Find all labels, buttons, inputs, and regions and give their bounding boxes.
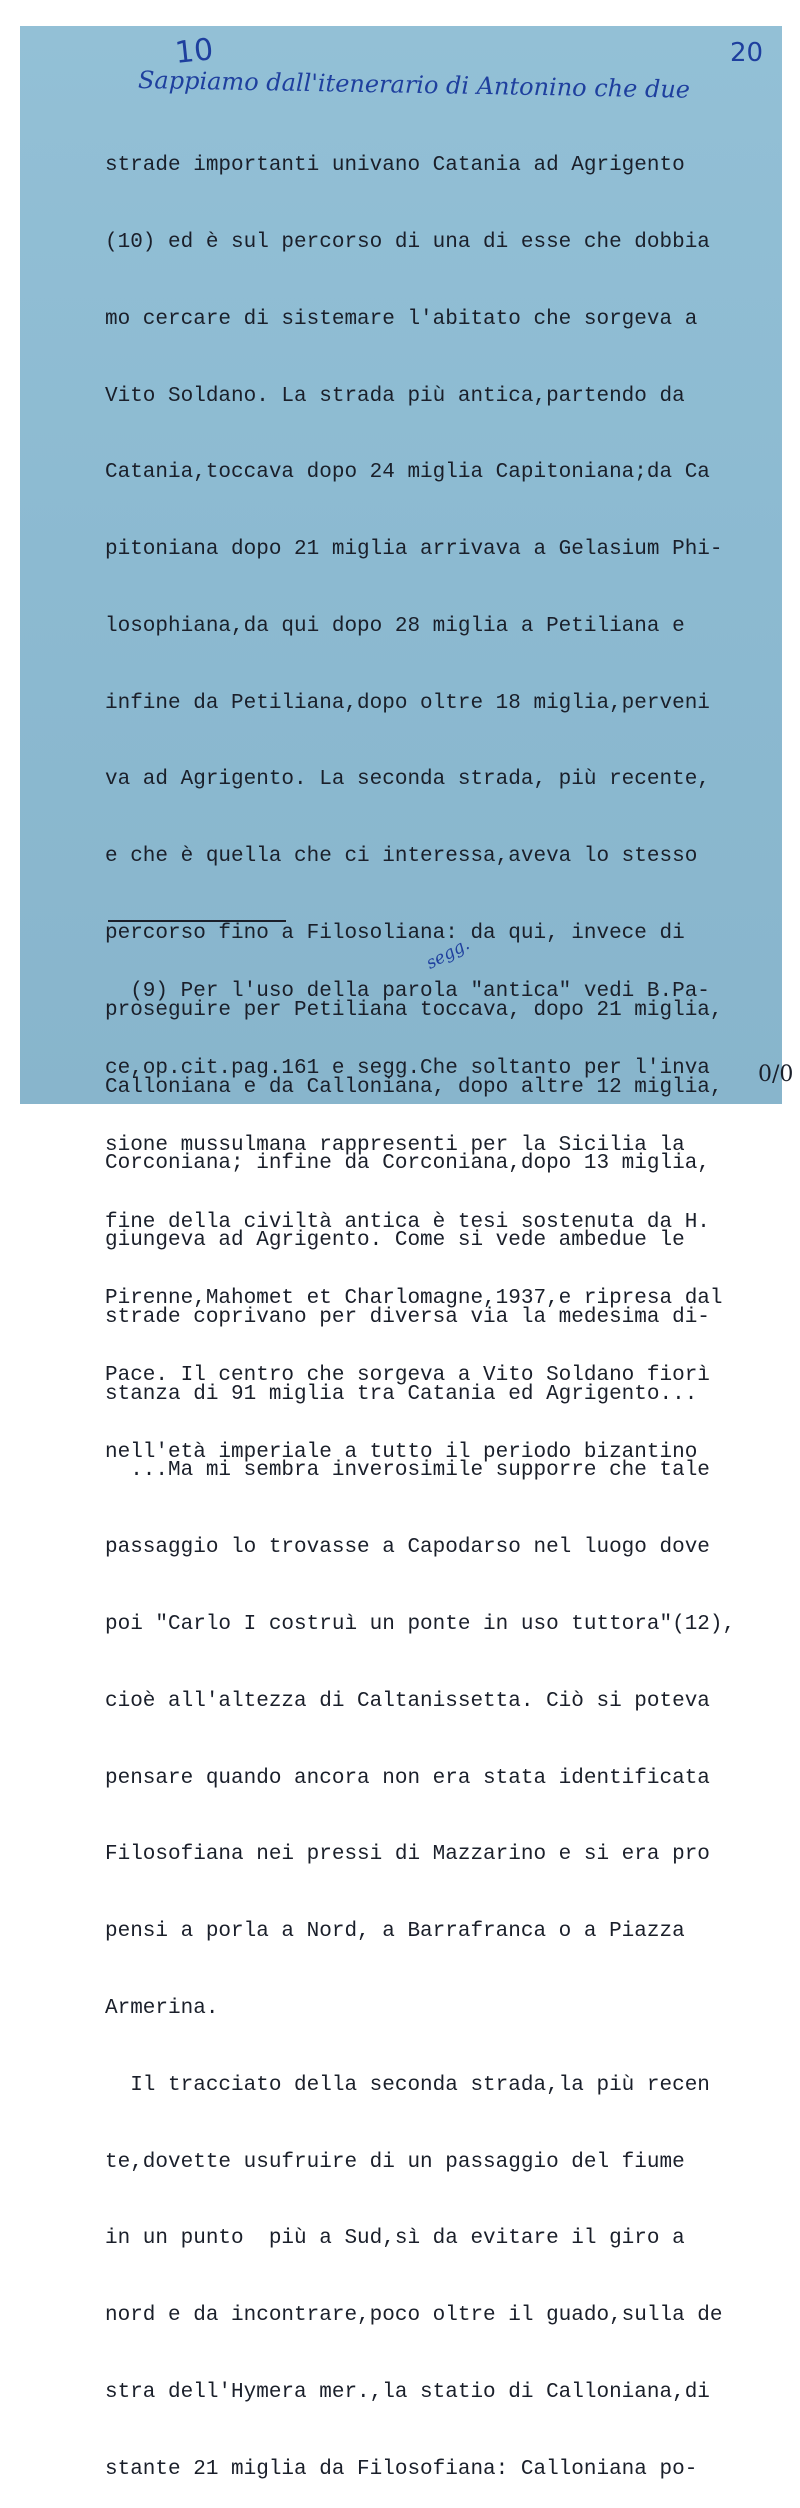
- body-line: Il tracciato della seconda strada,la più recen: [105, 2073, 710, 2097]
- footnote-divider: [108, 920, 286, 922]
- body-line: Vito Soldano. La strada più antica,partendo da: [105, 384, 685, 408]
- body-line: mo cercare di sistemare l'abitato che sorgeva a: [105, 307, 698, 331]
- body-line: infine da Petiliana,dopo oltre 18 miglia,perveni: [105, 691, 710, 715]
- body-line: te,dovette usufruire di un passaggio del fiume: [105, 2150, 685, 2174]
- body-line: stanza di 91 miglia tra Catania ed Agrigento...: [105, 1382, 698, 1406]
- body-line: ...Ma mi sembra inverosimile supporre che tale: [105, 1459, 710, 1483]
- body-line: pensare quando ancora non era stata identificata: [105, 1766, 710, 1790]
- footnote-line: Pace. Il centro che sorgeva a Vito Soldano fiorì: [105, 1364, 710, 1388]
- footnote-line: nell'età imperiale a tutto il periodo bizantino: [105, 1440, 698, 1464]
- body-line: Catania,toccava dopo 24 miglia Capitoniana;da Ca: [105, 461, 710, 485]
- handwritten-page-number-right: 20: [730, 38, 764, 68]
- body-line: pensi a porla a Nord, a Barrafranca o a Piazza: [105, 1920, 685, 1944]
- body-line: poi "Carlo I costruì un ponte in uso tuttora"(12),: [105, 1613, 736, 1637]
- footnote-line: ce,op.cit.pag.161 e segg.Che soltanto per l'inva: [105, 1056, 710, 1080]
- body-line: strade coprivano per diversa via la medesima di-: [105, 1305, 710, 1329]
- body-line: in un punto più a Sud,sì da evitare il giro a: [105, 2227, 685, 2251]
- body-line: (10) ed è sul percorso di una di esse che dobbia: [105, 230, 710, 254]
- footnote-line: sione mussulmana rappresenti per la Sicilia la: [105, 1133, 685, 1157]
- body-line: stra dell'Hymera mer.,la statio di Calloniana,di: [105, 2380, 710, 2404]
- body-line: va ad Agrigento. La seconda strada, più recente,: [105, 768, 710, 792]
- handwritten-annotation: segg.: [422, 934, 473, 974]
- body-line: Filosofiana nei pressi di Mazzarino e si era pro: [105, 1843, 710, 1867]
- body-line: nord e da incontrare,poco oltre il guado,sulla de: [105, 2304, 723, 2328]
- handwritten-page-number-left: 10: [173, 32, 215, 71]
- body-line: Corconiana; infine da Corconiana,dopo 13 miglia,: [105, 1152, 710, 1176]
- body-line: losophiana,da qui dopo 28 miglia a Petiliana e: [105, 614, 685, 638]
- body-line: cioè all'altezza di Caltanissetta. Ciò si poteva: [105, 1689, 710, 1713]
- handwritten-opening-line: Sappiamo dall'itenerario di Antonino che due: [137, 66, 691, 104]
- footnote-line: fine della civiltà antica è tesi sostenuta da H.: [105, 1210, 710, 1234]
- body-line: stante 21 miglia da Filosofiana: Calloniana po-: [105, 2457, 698, 2481]
- body-line: strade importanti univano Catania ad Agrigento: [105, 154, 685, 178]
- body-line: percorso fino a Filosoliana: da qui, invece di: [105, 922, 685, 945]
- footnotes: [105, 928, 785, 1491]
- body-line: passaggio lo trovasse a Capodarso nel luogo dove: [105, 1536, 710, 1560]
- corner-mark: 0/0: [758, 1062, 794, 1087]
- body-line: Calloniana e da Calloniana, dopo altre 12 miglia,: [105, 1075, 723, 1099]
- body-line: Armerina.: [105, 1996, 219, 2020]
- body-line: giungeva ad Agrigento. Come si vede ambedue le: [105, 1229, 685, 1253]
- footnote-line: (9) Per l'uso della parola "antica" vedi B.Pa-: [105, 980, 710, 1004]
- body-line: e che è quella che ci interessa,aveva lo stesso: [105, 845, 698, 869]
- footnote-line: Pirenne,Mahomet et Charlomagne,1937,e ripresa dal: [105, 1287, 723, 1311]
- body-line: proseguire per Petiliana toccava, dopo 21 miglia,: [105, 998, 723, 1022]
- body-line: pitoniana dopo 21 miglia arrivava a Gelasium Phi-: [105, 538, 723, 562]
